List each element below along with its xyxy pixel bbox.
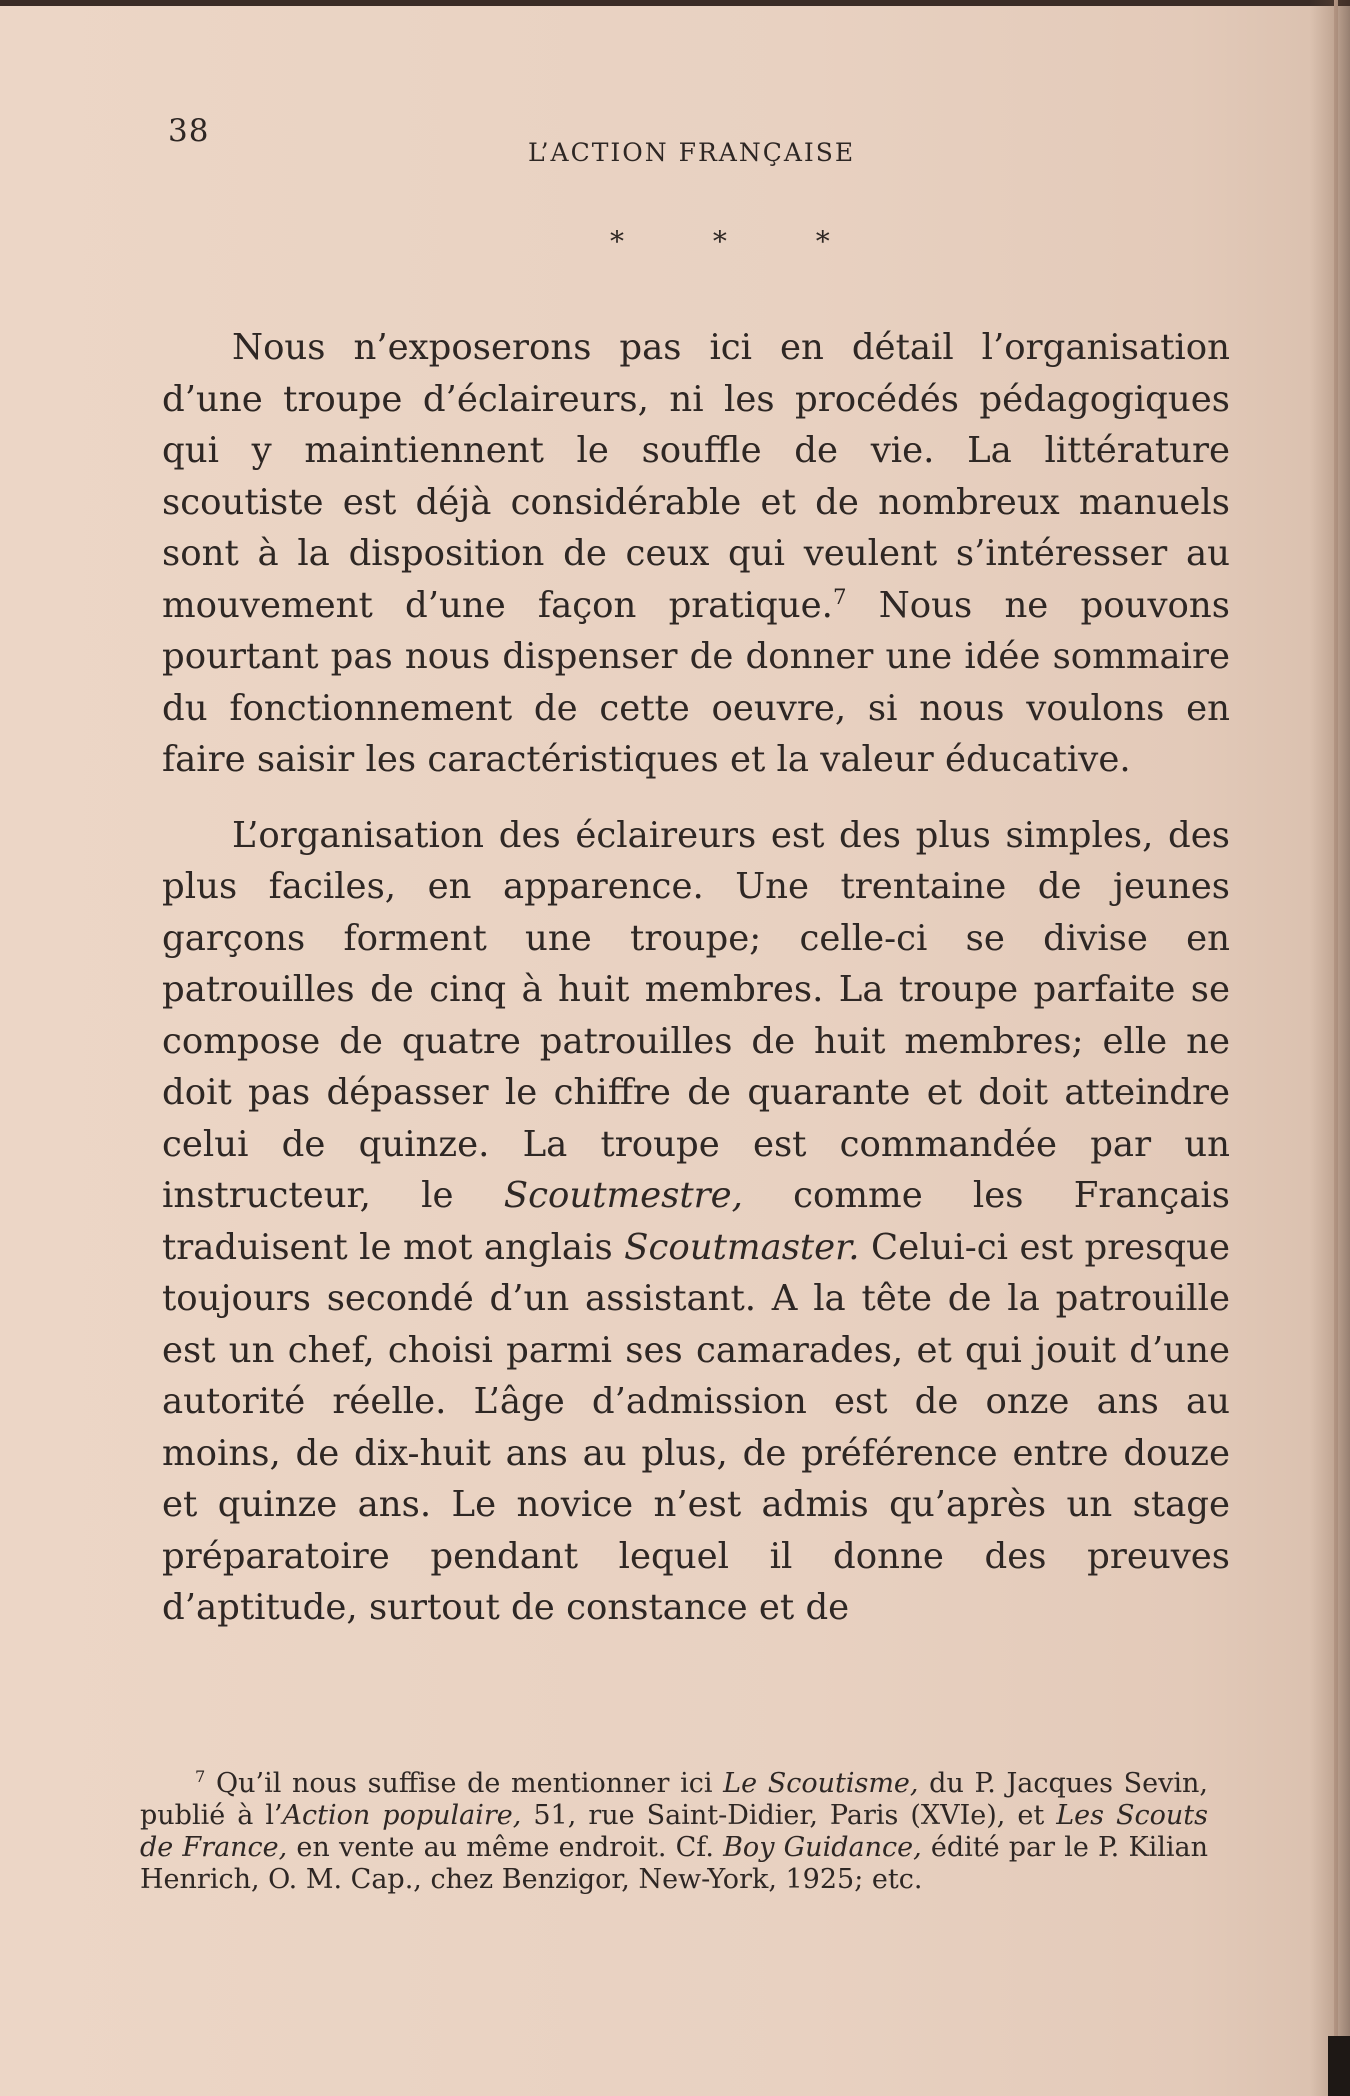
- footnote-italic-2: Action populaire,: [282, 1800, 522, 1831]
- footnote-italic-1: Le Scoutisme,: [723, 1768, 919, 1799]
- paragraph-2-part-1: L’organisation des éclaireurs est des plus simples, des plus faciles, en apparence. Une trentaine de jeunes garçons forment une troupe; celle-ci se divise en patrouilles de cinq à huit membres. La troupe parfaite se compose de quatre patrouilles de huit membres; elle ne doit pas dépasser le chiffre de quarante et doit atteindre celui de quinze. La troupe est commandée par un instructeur, le: [162, 814, 1230, 1216]
- paragraph-1-part-2: Nous ne pouvons pourtant pas nous dispenser de donner une idée sommaire du fonctionnement de cette oeuvre, si nous voulons en faire saisir les caractéristiques et la valeur éducative.: [162, 584, 1230, 780]
- body-text: [162, 322, 1230, 1634]
- footnote-part-4: en vente au même endroit. Cf.: [287, 1832, 724, 1863]
- page-number: 38: [168, 113, 210, 149]
- top-edge-shadow: [0, 0, 1350, 6]
- footnote-ref-7: 7: [832, 584, 847, 610]
- footnote-part-3: 51, rue Saint-Didier, Paris (XVIe), et: [521, 1800, 1057, 1831]
- footnote-part-5: édité par le P. Kilian Henrich, O. M. Cap., chez Benzigor, New-York, 1925; etc.: [140, 1832, 1209, 1895]
- footnote-italic-4: Boy Guidance,: [723, 1832, 922, 1863]
- spine-shadow: [1310, 0, 1350, 2096]
- section-asterism: * * *: [610, 225, 870, 258]
- footnote-part-2: du P. Jacques Sevin, publié à l’: [140, 1768, 1208, 1831]
- italic-scoutmaster: Scoutmaster.: [624, 1226, 860, 1268]
- footnote-part-1: Qu’il nous suffise de mentionner ici: [205, 1768, 724, 1799]
- paragraph-2: [162, 810, 1230, 1634]
- bottom-corner-shadow: [1328, 2036, 1350, 2096]
- footnote-italic-3: Les Scouts de France,: [140, 1800, 1208, 1863]
- paragraph-2-part-3: Celui-ci est presque toujours secondé d’un assistant. A la tête de la patrouille est un chef, choisi parmi ses camarades, et qui jouit d’une autorité réelle. L’âge d’admission est de onze ans au moins, de dix-huit ans au plus, de préférence entre douze et quinze ans. Le novice n’est admis qu’après un stage préparatoire pendant lequel il donne des preuves d’aptitude, surtout de constance et de: [162, 1226, 1230, 1628]
- paragraph-1-part-1: Nous n’exposerons pas ici en détail l’organisation d’une troupe d’éclaireurs, ni les procédés pédagogiques qui y maintiennent le souffle de vie. La littérature scoutiste est déjà considérable et de nombreux manuels sont à la disposition de ceux qui veulent s’intéresser au mouvement d’une façon pratique.: [162, 327, 1230, 626]
- paragraph-1: [162, 322, 1230, 786]
- italic-scoutmestre: Scoutmestre,: [503, 1175, 743, 1216]
- running-head: L’ACTION FRANÇAISE: [528, 138, 856, 167]
- footnote-number: 7: [195, 1767, 206, 1786]
- paragraph-2-part-2: comme les Français traduisent le mot anglais: [162, 1175, 1230, 1268]
- footnote-7: [140, 1768, 1208, 1896]
